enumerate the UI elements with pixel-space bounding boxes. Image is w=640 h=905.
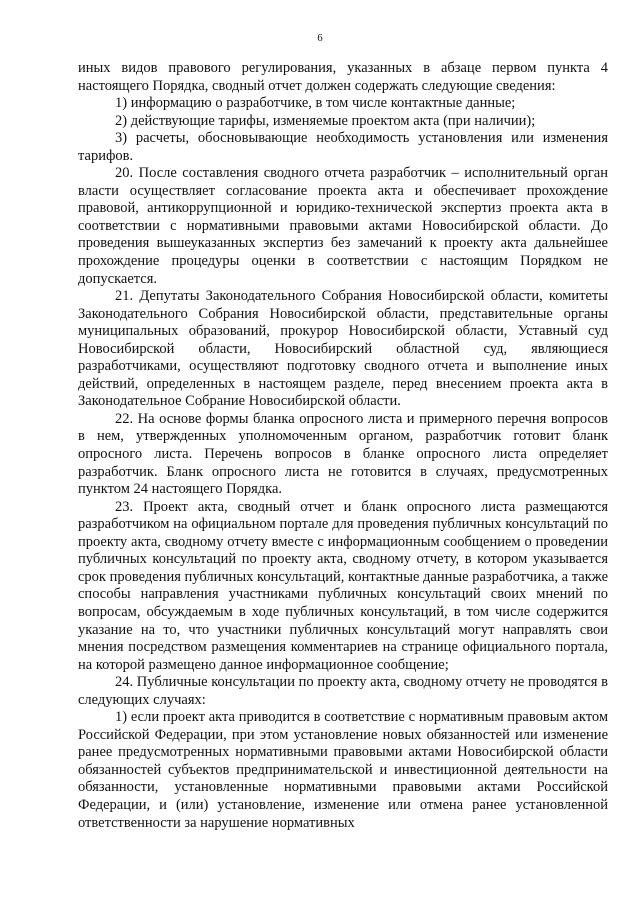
paragraph: 23. Проект акта, сводный отчет и бланк опросного листа размещаются разработчиком на официальном портале для проведения публичных консультаций по проекту акта, сводному отчету вместе с информационным сообщением о проведении публичных консультаций по проекту акта, сводному отчету, в котором указывается срок проведения публичных консультаций, контактные данные разработчика, а также способы направления участниками публичных консультаций своих мнений по вопросам, обсуждаемым в ходе публичных консультаций, в том числе содержится указание на то, что участники публичных консультаций могут направлять свои мнения посредством размещения комментариев на странице официального портала, на которой размещено данное информационное сообщение;	[78, 498, 608, 673]
paragraph: 20. После составления сводного отчета разработчик – исполнительный орган власти осуществляет согласование проекта акта и обеспечивает прохождение правовой, антикоррупционной и юридико-технической экспертиз проекта акта в соответствии с нормативными правовыми актами Новосибирской области. До проведения вышеуказанных экспертиз без замечаний к проекту акта дальнейшее прохождение процедуры оценки в соответствии с настоящим Порядком не допускается.	[78, 165, 608, 287]
paragraph: иных видов правового регулирования, указанных в абзаце первом пункта 4 настоящего Порядка, сводный отчет должен содержать следующие сведения:	[78, 60, 608, 94]
document-body	[78, 60, 608, 832]
paragraph: 22. На основе формы бланка опросного листа и примерного перечня вопросов в нем, утвержденных уполномоченным органом, разработчик готовит бланк опросного листа. Перечень вопросов в бланке опросного листа определяет разработчик. Бланк опросного листа не готовится в случаях, предусмотренных пунктом 24 настоящего Порядка.	[78, 410, 608, 498]
page-number: 6	[317, 33, 323, 44]
paragraph: 21. Депутаты Законодательного Собрания Новосибирской области, комитеты Законодательного Собрания Новосибирской области, представительные органы муниципальных образований, прокурор Новосибирской области, Уставный суд Новосибирской области, Новосибирский областной суд, являющиеся разработчиками, осуществляют подготовку сводного отчета и выполнение иных действий, определенных в настоящем разделе, перед внесением проекта акта в Законодательное Собрание Новосибирской области.	[78, 288, 608, 410]
paragraph: 1) если проект акта приводится в соответствие с нормативным правовым актом Российской Федерации, при этом установление новых обязанностей или изменение ранее предусмотренных нормативными правовыми актами Новосибирской области обязанностей субъектов предпринимательской и инвестиционной деятельности на обязанности, установленные нормативными правовыми актами Российской Федерации, и (или) установление, изменение или отмена ранее установленной ответственности за нарушение нормативных	[78, 709, 608, 831]
paragraph: 2) действующие тарифы, изменяемые проектом акта (при наличии);	[115, 112, 536, 129]
paragraph: 24. Публичные консультации по проекту акта, сводному отчету не проводятся в следующих случаях:	[78, 674, 608, 708]
paragraph: 3) расчеты, обосновывающие необходимость установления или изменения тарифов.	[78, 130, 608, 164]
paragraph: 1) информацию о разработчике, в том числе контактные данные;	[115, 95, 516, 112]
